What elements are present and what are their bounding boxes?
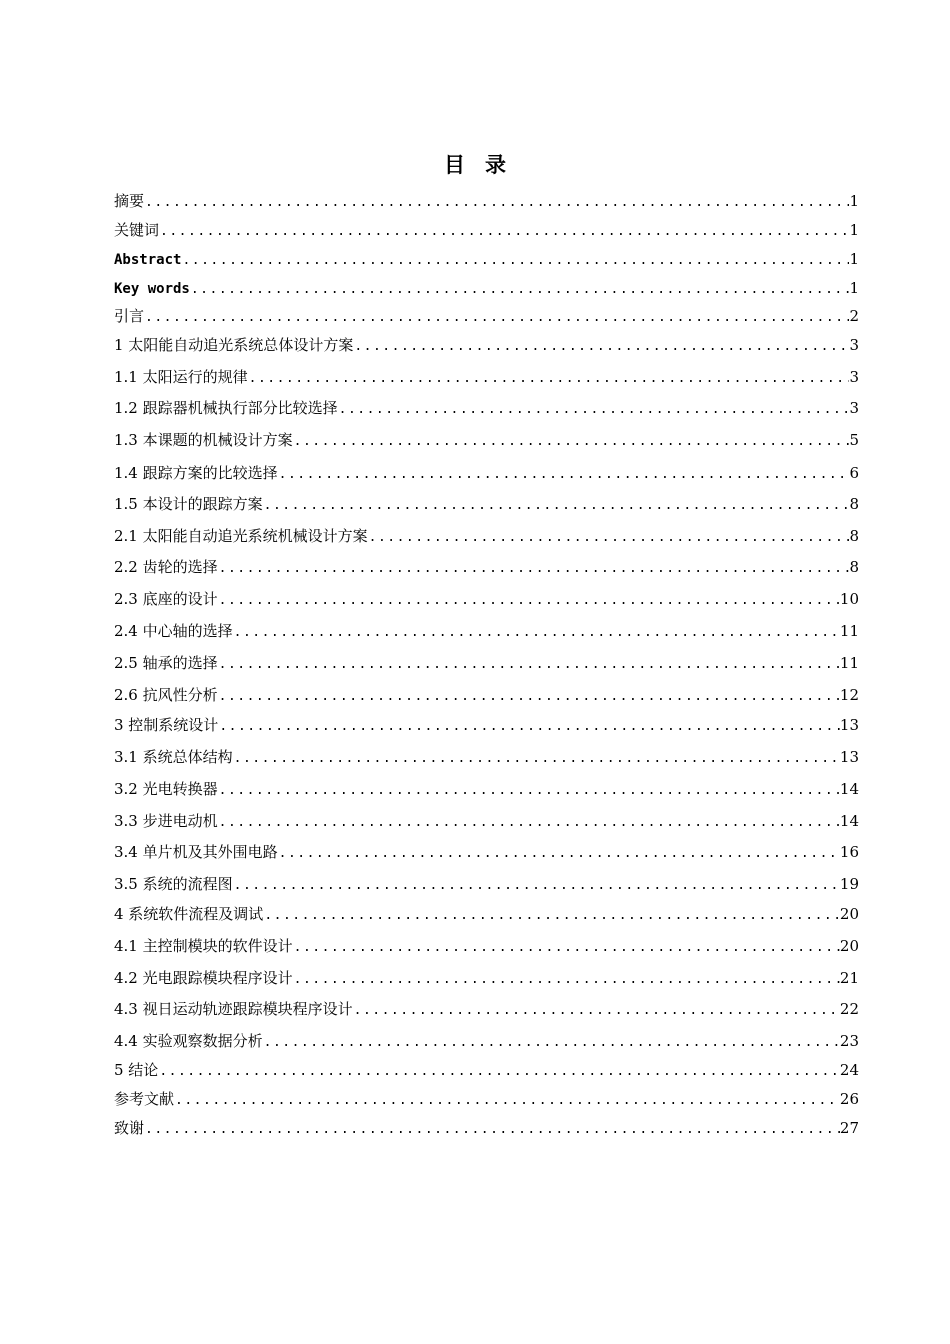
toc-page-number: 6 (849, 464, 859, 482)
toc-entry-introduction[interactable] (114, 303, 859, 329)
toc-page-number: 11 (839, 654, 859, 672)
toc-entry-label: 2.5 轴承的选择 (114, 654, 218, 672)
toc-entry-section-2-2[interactable] (114, 554, 859, 580)
toc-page-number: 20 (839, 937, 859, 955)
toc-entry-label: 4.3 视日运动轨迹跟踪模块程序设计 (114, 1000, 353, 1018)
toc-leader-dots (218, 652, 840, 678)
toc-leader-dots (144, 190, 849, 216)
toc-page-number: 13 (839, 748, 859, 766)
toc-entry-label: 4.2 光电跟踪模块程序设计 (114, 969, 293, 987)
toc-leader-dots (263, 1030, 840, 1056)
toc-entry-section-2-3[interactable] (114, 586, 859, 612)
toc-entry-chapter-4[interactable] (114, 901, 859, 927)
toc-page-number: 3 (849, 399, 859, 417)
toc-entry-label: 1.1 太阳运行的规律 (114, 368, 248, 386)
toc-entry-section-2-1[interactable] (114, 523, 859, 549)
toc-leader-dots (278, 841, 840, 867)
toc-entry-label: 3.4 单片机及其外围电路 (114, 843, 278, 861)
toc-entry-chapter-3[interactable] (114, 712, 859, 738)
title-char-1: 目 (444, 153, 465, 177)
toc-entry-label: 摘要 (114, 192, 145, 210)
toc-entry-section-4-3[interactable] (114, 996, 859, 1022)
toc-page-number: 3 (849, 368, 859, 386)
toc-leader-dots (218, 684, 840, 710)
toc-page-number: 1 (849, 221, 859, 239)
toc-entry-section-1-1[interactable] (114, 364, 859, 390)
toc-leader-dots (278, 462, 849, 488)
toc-page-number: 12 (839, 686, 859, 704)
toc-leader-dots (233, 746, 840, 772)
toc-page-number: 2 (849, 307, 859, 325)
toc-entry-section-2-6[interactable] (114, 682, 859, 708)
toc-leader-dots (218, 810, 840, 836)
toc-page-number: 8 (849, 558, 859, 576)
toc-page-number: 11 (839, 622, 859, 640)
toc-page-number: 14 (839, 812, 859, 830)
toc-leader-dots (263, 493, 849, 519)
toc-entry-label: 2.3 底座的设计 (114, 590, 218, 608)
toc-page-number: 22 (839, 1000, 859, 1018)
toc-leader-dots (158, 1059, 840, 1085)
toc-entry-section-3-5[interactable] (114, 871, 859, 897)
toc-entry-chapter-1[interactable] (114, 332, 859, 358)
toc-entry-label: 参考文献 (114, 1090, 175, 1108)
toc-leader-dots (190, 277, 849, 303)
toc-entry-acknowledgements[interactable] (114, 1115, 859, 1141)
toc-entry-label: 3.1 系统总体结构 (114, 748, 233, 766)
toc-entry-label: 3.3 步进电动机 (114, 812, 218, 830)
toc-page-number: 1 (849, 279, 859, 297)
toc-leader-dots (293, 429, 849, 455)
toc-entry-label: 1.4 跟踪方案的比较选择 (114, 464, 278, 482)
toc-entry-keywords-cn[interactable] (114, 217, 859, 243)
toc-page-number: 8 (849, 527, 859, 545)
toc-page-number: 19 (839, 875, 859, 893)
toc-leader-dots (144, 305, 849, 331)
toc-page-number: 10 (839, 590, 859, 608)
toc-page-number: 20 (839, 905, 859, 923)
toc-page-number: 1 (849, 250, 859, 268)
toc-entry-label: 2.1 太阳能自动追光系统机械设计方案 (114, 527, 368, 545)
toc-entry-references[interactable] (114, 1086, 859, 1112)
toc-entry-label: 1.3 本课题的机械设计方案 (114, 431, 293, 449)
toc-entry-label: 引言 (114, 307, 145, 325)
toc-leader-dots (218, 778, 840, 804)
toc-leader-dots (338, 397, 849, 423)
toc-entry-label: Abstract (114, 252, 182, 268)
toc-entry-label: 4.1 主控制模块的软件设计 (114, 937, 293, 955)
toc-entry-section-2-5[interactable] (114, 650, 859, 676)
toc-entry-label: 3.2 光电转换器 (114, 780, 218, 798)
toc-entry-label: 2.4 中心轴的选择 (114, 622, 233, 640)
toc-entry-label: 2.2 齿轮的选择 (114, 558, 218, 576)
toc-leader-dots (293, 935, 840, 961)
toc-entry-label: Key words (114, 281, 190, 297)
toc-page-number: 5 (849, 431, 859, 449)
toc-entry-label: 1.2 跟踪器机械执行部分比较选择 (114, 399, 338, 417)
toc-entry-section-1-3[interactable] (114, 427, 859, 453)
toc-leader-dots (181, 248, 849, 274)
toc-leader-dots (218, 588, 840, 614)
toc-entry-label: 1 太阳能自动追光系统总体设计方案 (114, 336, 354, 354)
toc-entry-section-4-2[interactable] (114, 965, 859, 991)
toc-entry-abstract-cn[interactable] (114, 188, 859, 214)
toc-entry-section-1-2[interactable] (114, 395, 859, 421)
toc-entry-label: 4.4 实验观察数据分析 (114, 1032, 263, 1050)
toc-page-number: 3 (849, 336, 859, 354)
toc-entry-keywords-en[interactable] (114, 275, 859, 301)
toc-entry-label: 致谢 (114, 1119, 145, 1137)
toc-entry-label: 4 系统软件流程及调试 (114, 905, 264, 923)
toc-entry-section-1-5[interactable] (114, 491, 859, 517)
toc-leader-dots (174, 1088, 840, 1114)
toc-entry-section-4-1[interactable] (114, 933, 859, 959)
toc-page-number: 26 (839, 1090, 859, 1108)
toc-page-number: 21 (839, 969, 859, 987)
toc-leader-dots (233, 620, 840, 646)
toc-leader-dots (218, 556, 849, 582)
toc-page-number: 14 (839, 780, 859, 798)
toc-page-number: 1 (849, 192, 859, 210)
toc-entry-label: 关键词 (114, 221, 160, 239)
toc-entry-conclusion[interactable] (114, 1057, 859, 1083)
toc-entry-label: 5 结论 (114, 1061, 159, 1079)
toc-leader-dots (233, 873, 840, 899)
toc-entry-section-1-4[interactable] (114, 460, 859, 486)
page-title (0, 150, 950, 180)
toc-leader-dots (368, 525, 849, 551)
toc-leader-dots (218, 714, 840, 740)
toc-entry-label: 2.6 抗风性分析 (114, 686, 218, 704)
toc-entry-section-2-4[interactable] (114, 618, 859, 644)
toc-leader-dots (353, 334, 849, 360)
toc-entry-section-4-4[interactable] (114, 1028, 859, 1054)
toc-page-number: 23 (839, 1032, 859, 1050)
toc-entry-section-3-4[interactable] (114, 839, 859, 865)
toc-leader-dots (159, 219, 849, 245)
toc-leader-dots (353, 998, 840, 1024)
toc-entry-section-3-1[interactable] (114, 744, 859, 770)
toc-page-number: 16 (839, 843, 859, 861)
toc-entry-abstract-en[interactable] (114, 246, 859, 272)
toc-entry-label: 3.5 系统的流程图 (114, 875, 233, 893)
toc-page-number: 8 (849, 495, 859, 513)
toc-leader-dots (293, 967, 840, 993)
toc-page-number: 24 (839, 1061, 859, 1079)
toc-page-number: 13 (839, 716, 859, 734)
title-char-2: 录 (485, 153, 506, 177)
toc-page-number: 27 (839, 1119, 859, 1137)
toc-leader-dots (144, 1117, 840, 1143)
toc-leader-dots (263, 903, 840, 929)
toc-entry-section-3-3[interactable] (114, 808, 859, 834)
toc-entry-section-3-2[interactable] (114, 776, 859, 802)
toc-entry-label: 1.5 本设计的跟踪方案 (114, 495, 263, 513)
toc-leader-dots (248, 366, 849, 392)
toc-entry-label: 3 控制系统设计 (114, 716, 219, 734)
